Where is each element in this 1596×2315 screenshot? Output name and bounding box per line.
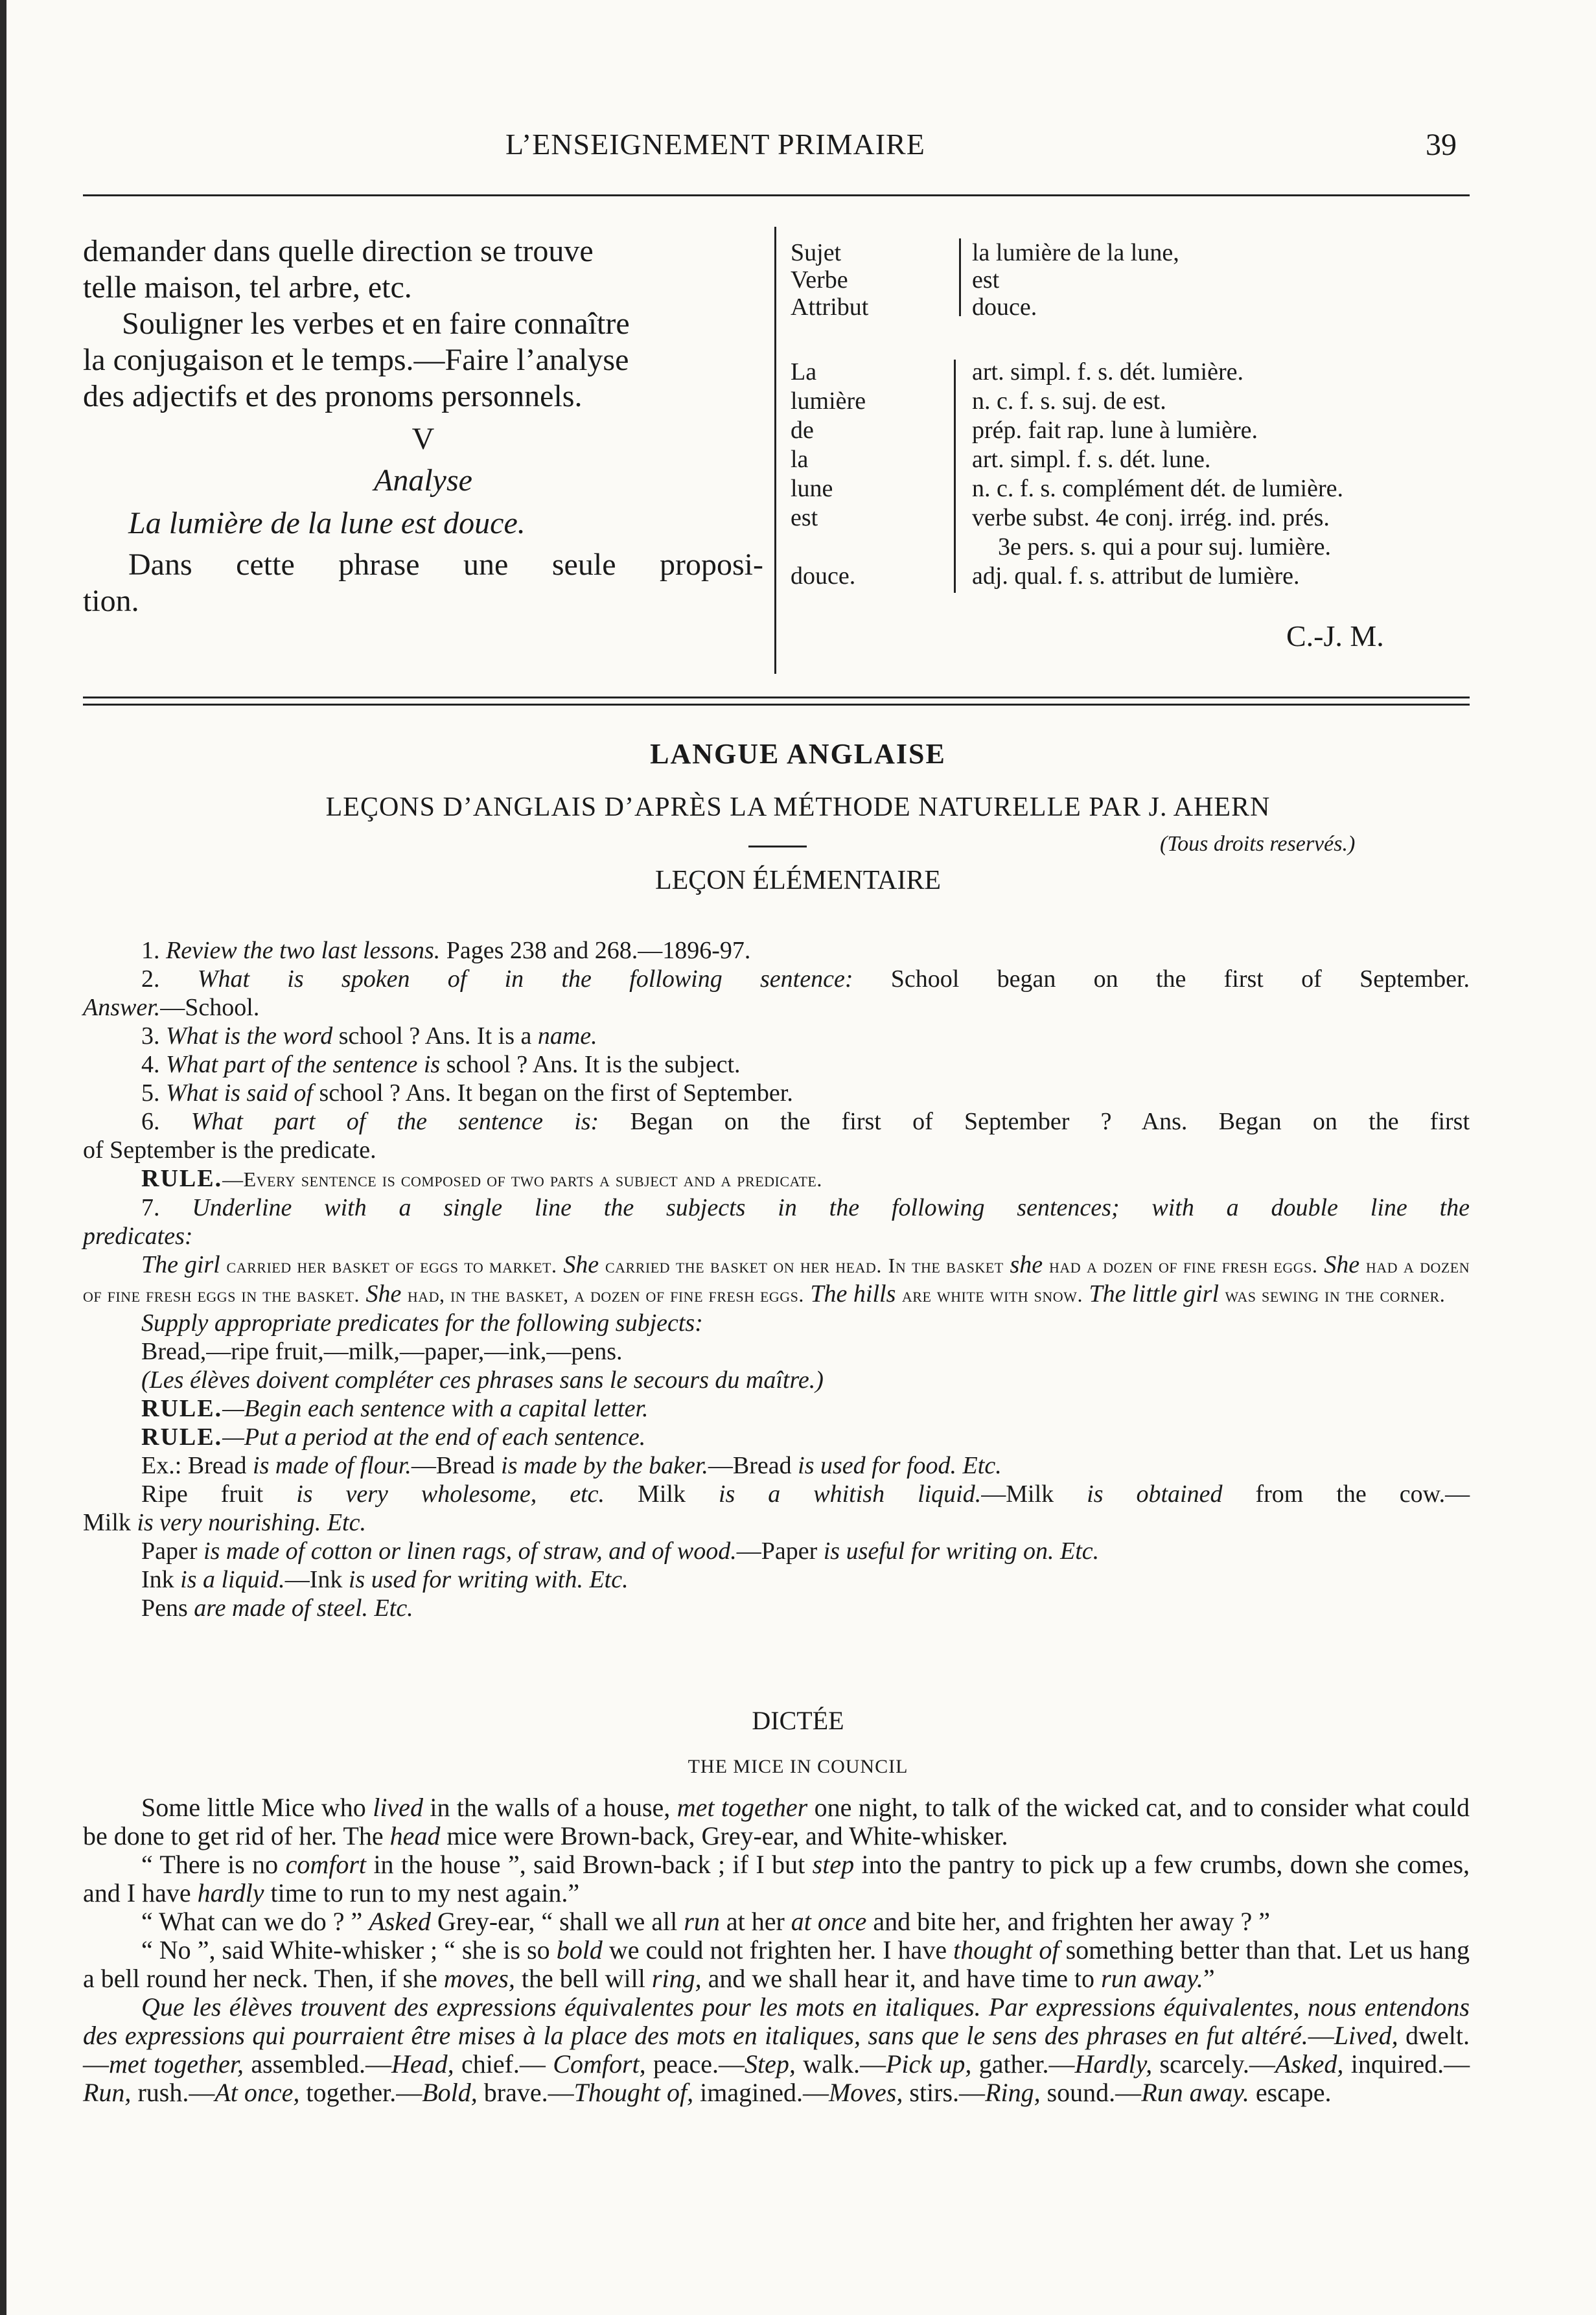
text-span: The little girl bbox=[1089, 1280, 1220, 1307]
analysis-desc: verbe subst. 4e conj. irrég. ind. prés. bbox=[972, 504, 1330, 531]
text-span: something better than that. Let us hang a bell round her neck. Then, if she bbox=[83, 1935, 1470, 1993]
text-span: The girl bbox=[141, 1251, 220, 1278]
text-span: Review the two last lessons. bbox=[166, 937, 441, 964]
text-span: and we shall hear it, and have time to bbox=[708, 1964, 1095, 1993]
text-span: is used for food. Etc. bbox=[798, 1452, 1002, 1479]
text-span: dwelt.— bbox=[83, 2021, 1470, 2079]
text-span: Pick up, bbox=[886, 2049, 972, 2079]
analysis-desc: prép. fait rap. lune à lumière. bbox=[972, 417, 1258, 444]
text-span: inquired.— bbox=[1350, 2049, 1470, 2079]
text-span: of September is the predicate. bbox=[83, 1136, 376, 1164]
story-paragraph bbox=[83, 1850, 1470, 1907]
text-span: step bbox=[812, 1850, 855, 1879]
text-span: in the house ”, said Brown-back ; if I but bbox=[373, 1850, 805, 1879]
text-span: Bold, bbox=[422, 2078, 478, 2107]
text-span: The hills bbox=[810, 1280, 896, 1307]
text-span: Ink bbox=[141, 1566, 174, 1593]
text-span: had, in the basket, a dozen of fine fresh eggs. bbox=[407, 1283, 804, 1306]
text-span: —Paper bbox=[736, 1538, 818, 1565]
text-span: time to run to my nest again.” bbox=[270, 1878, 580, 1907]
text-span: “ No ”, said White-whisker ; “ she is so bbox=[141, 1935, 550, 1964]
text-span: met together, bbox=[109, 2049, 244, 2079]
text-span: Que les élèves trouvent des expressions équivalentes pour les mots en italiques. Par expressions équivalentes, nous entendons des expressions qui pourraient être mises à la place des mots en italiques, sans que le sens des phrases en fut altéré. bbox=[83, 1992, 1470, 2050]
analysis-divider bbox=[954, 360, 956, 593]
text-span: had a dozen of fine fresh eggs. bbox=[1048, 1254, 1318, 1277]
text-span: —Milk bbox=[981, 1480, 1054, 1508]
text-span: Comfort, bbox=[553, 2049, 646, 2079]
text-span: She bbox=[563, 1251, 599, 1278]
text-span: Began on the first of September ? Ans. Began on the first bbox=[630, 1108, 1470, 1135]
section-double-rule bbox=[83, 704, 1470, 706]
text-span: is made of flour. bbox=[253, 1452, 411, 1479]
story-paragraph bbox=[83, 1993, 1470, 2107]
analysis-term: Attribut bbox=[791, 294, 869, 321]
short-dash bbox=[748, 846, 807, 847]
example-line bbox=[83, 1594, 1470, 1622]
text-span: assembled.— bbox=[251, 2049, 391, 2079]
lesson-item bbox=[83, 1309, 1470, 1337]
text-span: at her bbox=[726, 1907, 785, 1936]
text-span: Underline with a single line the subjects in the following sentences; with a double line the bbox=[192, 1194, 1470, 1221]
text-span: hardly bbox=[197, 1878, 264, 1907]
text-span: one night, to talk of the wicked cat, and to consider what could be done to get rid of her. The bbox=[83, 1793, 1470, 1850]
text-span: She bbox=[365, 1280, 402, 1307]
text-span: predicates: bbox=[83, 1223, 193, 1250]
example-line bbox=[83, 1565, 1470, 1594]
text-span: — bbox=[1308, 2021, 1334, 2050]
text-span: —School. bbox=[160, 994, 260, 1021]
text-span: school ? Ans. It began on the first of September. bbox=[319, 1079, 793, 1107]
text-span: at once bbox=[791, 1907, 867, 1936]
text-span: carried her basket of eggs to market. bbox=[226, 1254, 557, 1277]
text-span: Milk bbox=[83, 1509, 131, 1536]
text-span: 5. bbox=[141, 1079, 160, 1107]
lesson-item bbox=[83, 1136, 1470, 1164]
analysis-desc: n. c. f. s. complément dét. de lumière. bbox=[972, 475, 1343, 502]
text-span: in the walls of a house, bbox=[430, 1793, 671, 1822]
text-span: is useful for writing on. Etc. bbox=[823, 1538, 1100, 1565]
header-rule bbox=[83, 194, 1470, 196]
story-paragraph bbox=[83, 1793, 1470, 1850]
column-divider bbox=[774, 227, 776, 674]
text-line: Dans cette phrase une seule proposi- bbox=[128, 547, 763, 582]
text-span: is very wholesome, etc. bbox=[296, 1480, 605, 1508]
text-span: escape. bbox=[1255, 2078, 1332, 2107]
text-span: —Bread bbox=[411, 1452, 495, 1479]
analysis-desc: n. c. f. s. suj. de est. bbox=[972, 387, 1166, 415]
text-span: Moves, bbox=[828, 2078, 903, 2107]
text-span: Thought of, bbox=[573, 2078, 694, 2107]
text-span: ” bbox=[1203, 1964, 1215, 1993]
example-line bbox=[83, 1508, 1470, 1537]
analysis-desc: adj. qual. f. s. attribut de lumière. bbox=[972, 562, 1300, 590]
text-span: RULE. bbox=[141, 1395, 223, 1422]
text-span: RULE. bbox=[141, 1423, 223, 1451]
text-span: —Bread bbox=[708, 1452, 792, 1479]
text-span: —Ink bbox=[284, 1566, 343, 1593]
text-span: chief.— bbox=[461, 2049, 546, 2079]
text-span: comfort bbox=[285, 1850, 367, 1879]
text-span: At once, bbox=[214, 2078, 300, 2107]
text-span: “ There is no bbox=[141, 1850, 279, 1879]
analyse-heading: Analyse bbox=[374, 463, 472, 498]
analysis-desc: douce. bbox=[972, 294, 1037, 321]
story-paragraph bbox=[83, 1936, 1470, 1993]
text-span: Asked, bbox=[1275, 2049, 1344, 2079]
text-span: rush.— bbox=[137, 2078, 215, 2107]
text-span: imagined.— bbox=[700, 2078, 829, 2107]
text-line: telle maison, tel arbre, etc. bbox=[83, 270, 412, 305]
text-span: scarcely.— bbox=[1159, 2049, 1275, 2079]
analysis-term: La bbox=[791, 358, 817, 386]
text-span: Step, bbox=[745, 2049, 796, 2079]
text-span: is a whitish liquid. bbox=[718, 1480, 982, 1508]
analysis-divider bbox=[959, 238, 961, 316]
lesson-item bbox=[83, 1107, 1470, 1136]
text-span: run away. bbox=[1101, 1964, 1203, 1993]
text-span: met together bbox=[677, 1793, 808, 1822]
text-span: Supply appropriate predicates for the following subjects: bbox=[141, 1309, 703, 1337]
text-line: Souligner les verbes et en faire connaître bbox=[122, 306, 630, 341]
top-left-column bbox=[83, 233, 763, 619]
section-numeral: V bbox=[411, 422, 435, 456]
text-span: mice were Brown-back, Grey-ear, and White-whisker. bbox=[446, 1821, 1008, 1850]
scan-left-edge bbox=[0, 0, 6, 2315]
text-line: demander dans quelle direction se trouve bbox=[83, 234, 594, 268]
text-span: is obtained bbox=[1087, 1480, 1223, 1508]
text-span: she bbox=[1010, 1251, 1043, 1278]
text-span: —Every sentence is composed of two parts a subject and a predicate. bbox=[222, 1168, 822, 1191]
text-span: Run, bbox=[83, 2078, 132, 2107]
text-span: School began on the first of September. bbox=[890, 965, 1470, 993]
text-span: What part of the sentence is bbox=[166, 1051, 441, 1078]
text-span: Ring, bbox=[985, 2078, 1041, 2107]
analysis-desc: est bbox=[972, 266, 1000, 294]
text-span: What is the word bbox=[166, 1022, 333, 1050]
text-span: sound.— bbox=[1047, 2078, 1142, 2107]
section-title: LANGUE ANGLAISE bbox=[650, 738, 946, 770]
text-span: Head, bbox=[391, 2049, 454, 2079]
text-span: from the cow.— bbox=[1255, 1480, 1470, 1508]
lesson-item bbox=[83, 1222, 1470, 1250]
text-span: and bite her, and frighten her away ? ” bbox=[873, 1907, 1270, 1936]
page-number: 39 bbox=[1426, 128, 1457, 162]
text-span: In the basket bbox=[888, 1254, 1004, 1277]
text-span: Run away. bbox=[1141, 2078, 1249, 2107]
analysis-term: douce. bbox=[791, 562, 856, 590]
text-span: thought of bbox=[953, 1935, 1059, 1964]
exercise-sentences bbox=[83, 1250, 1470, 1309]
dictee-title: DICTÉE bbox=[752, 1706, 844, 1735]
lesson-note bbox=[83, 1366, 1470, 1394]
analysis-desc: art. simpl. f. s. dét. lune. bbox=[972, 446, 1211, 473]
text-line: des adjectifs et des pronoms personnels. bbox=[83, 379, 583, 413]
analysis-term: Verbe bbox=[791, 266, 848, 294]
rule-line bbox=[83, 1394, 1470, 1423]
text-span: was sewing in the corner. bbox=[1225, 1283, 1446, 1306]
example-line bbox=[83, 1480, 1470, 1508]
text-span: school ? Ans. It is the subject. bbox=[446, 1051, 741, 1078]
text-span: “ What can we do ? ” bbox=[141, 1907, 363, 1936]
text-span: is made of cotton or linen rags, of straw, and of wood. bbox=[203, 1538, 737, 1565]
analysis-desc: 3e pers. s. qui a pour suj. lumière. bbox=[998, 533, 1331, 560]
story-paragraph bbox=[83, 1907, 1470, 1936]
text-span: Answer. bbox=[83, 994, 161, 1021]
text-span: is used for writing with. Etc. bbox=[348, 1566, 629, 1593]
text-span: RULE. bbox=[141, 1165, 223, 1192]
text-span: Some little Mice who bbox=[141, 1793, 366, 1822]
section-subtitle: LEÇONS D’ANGLAIS D’APRÈS LA MÉTHODE NATURELLE PAR J. AHERN bbox=[325, 792, 1271, 822]
text-span: name. bbox=[537, 1022, 597, 1050]
text-span: Ex.: Bread bbox=[141, 1452, 247, 1479]
text-span: is a liquid. bbox=[180, 1566, 285, 1593]
text-span: What is spoken of in the following sentence: bbox=[197, 965, 853, 993]
text-span: 2. bbox=[141, 965, 160, 993]
signature: C.-J. M. bbox=[1286, 619, 1384, 652]
text-span: into the pantry to pick up a few crumbs, down she comes, and I have bbox=[83, 1850, 1470, 1907]
rule-line bbox=[83, 1164, 1470, 1193]
section-double-rule bbox=[83, 697, 1470, 698]
running-header: L’ENSEIGNEMENT PRIMAIRE bbox=[505, 128, 925, 161]
text-span: 7. bbox=[141, 1194, 160, 1221]
text-span: we could not frighten her. I have bbox=[608, 1935, 947, 1964]
text-span: brave.— bbox=[483, 2078, 574, 2107]
text-span: run bbox=[684, 1907, 720, 1936]
lesson-item bbox=[83, 936, 1470, 965]
text-span: 1. bbox=[141, 937, 160, 964]
text-line: la conjugaison et le temps.—Faire l’analyse bbox=[83, 343, 629, 377]
lesson-item bbox=[83, 1193, 1470, 1222]
analysis-desc: art. simpl. f. s. dét. lumière. bbox=[972, 358, 1243, 386]
text-span: school ? Ans. It is a bbox=[338, 1022, 532, 1050]
lesson-item bbox=[83, 1050, 1470, 1079]
analysis-term: est bbox=[791, 504, 818, 531]
text-span: gather.— bbox=[978, 2049, 1075, 2079]
example-line bbox=[83, 1537, 1470, 1565]
text-span: —Put a period at the end of each sentence. bbox=[222, 1423, 646, 1451]
example-line bbox=[83, 1451, 1470, 1480]
text-span: had a dozen of fine fresh eggs in the basket. bbox=[83, 1254, 1470, 1306]
rights-note: (Tous droits reservés.) bbox=[1160, 832, 1356, 856]
text-span: What part of the sentence is: bbox=[191, 1108, 599, 1135]
text-span: Pens bbox=[141, 1595, 188, 1622]
text-span: —Begin each sentence with a capital letter. bbox=[222, 1395, 649, 1422]
text-span: Grey-ear, “ shall we all bbox=[437, 1907, 678, 1936]
text-span: carried the basket on her head. bbox=[605, 1254, 882, 1277]
text-span: peace.— bbox=[653, 2049, 745, 2079]
text-span: Pages 238 and 268.—1896-97. bbox=[446, 937, 751, 964]
analysis-desc: la lumière de la lune, bbox=[972, 239, 1179, 266]
text-span: 3. bbox=[141, 1022, 160, 1050]
analysis-term: lumière bbox=[791, 387, 866, 415]
text-span: is very nourishing. Etc. bbox=[137, 1509, 366, 1536]
lesson-item bbox=[83, 965, 1470, 993]
lesson-title: LEÇON ÉLÉMENTAIRE bbox=[654, 866, 942, 895]
lesson-item bbox=[83, 1079, 1470, 1107]
dictee-subtitle: THE MICE IN COUNCIL bbox=[688, 1756, 908, 1777]
text-span: 4. bbox=[141, 1051, 160, 1078]
example-sentence: La lumière de la lune est douce. bbox=[128, 506, 526, 540]
text-span: She bbox=[1324, 1251, 1360, 1278]
text-span: 6. bbox=[141, 1108, 160, 1135]
text-span: stirs.— bbox=[909, 2078, 986, 2107]
analysis-term: lune bbox=[791, 475, 833, 502]
text-line: tion. bbox=[83, 584, 139, 618]
text-span: What is said of bbox=[166, 1079, 313, 1107]
text-span: head bbox=[389, 1821, 441, 1850]
text-span: the bell will bbox=[521, 1964, 645, 1993]
text-span: Paper bbox=[141, 1538, 198, 1565]
text-span: Milk bbox=[638, 1480, 686, 1508]
analysis-term: la bbox=[791, 446, 809, 473]
dictee-story bbox=[83, 1793, 1470, 2107]
lesson-item bbox=[83, 1337, 1470, 1366]
text-span: ring, bbox=[651, 1964, 702, 1993]
rule-line bbox=[83, 1423, 1470, 1451]
text-span: are white with snow. bbox=[901, 1283, 1083, 1306]
text-span: moves, bbox=[443, 1964, 515, 1993]
text-span: lived bbox=[373, 1793, 423, 1822]
text-span: walk.— bbox=[803, 2049, 886, 2079]
text-span: Lived, bbox=[1334, 2021, 1398, 2050]
text-span: Ripe fruit bbox=[141, 1480, 264, 1508]
analysis-term: Sujet bbox=[791, 239, 842, 266]
lesson-body bbox=[83, 936, 1470, 1622]
text-span: together.— bbox=[306, 2078, 422, 2107]
text-span: is made by the baker. bbox=[501, 1452, 708, 1479]
text-span: are made of steel. Etc. bbox=[194, 1595, 413, 1622]
text-span: Asked bbox=[369, 1907, 431, 1936]
text-span: Bread,—ripe fruit,—milk,—paper,—ink,—pens. bbox=[141, 1338, 623, 1365]
text-span: (Les élèves doivent compléter ces phrases sans le secours du maître.) bbox=[141, 1366, 824, 1394]
text-span: bold bbox=[556, 1935, 603, 1964]
lesson-item bbox=[83, 993, 1470, 1022]
text-span: Hardly, bbox=[1074, 2049, 1153, 2079]
lesson-item bbox=[83, 1022, 1470, 1050]
analysis-term: de bbox=[791, 417, 814, 444]
